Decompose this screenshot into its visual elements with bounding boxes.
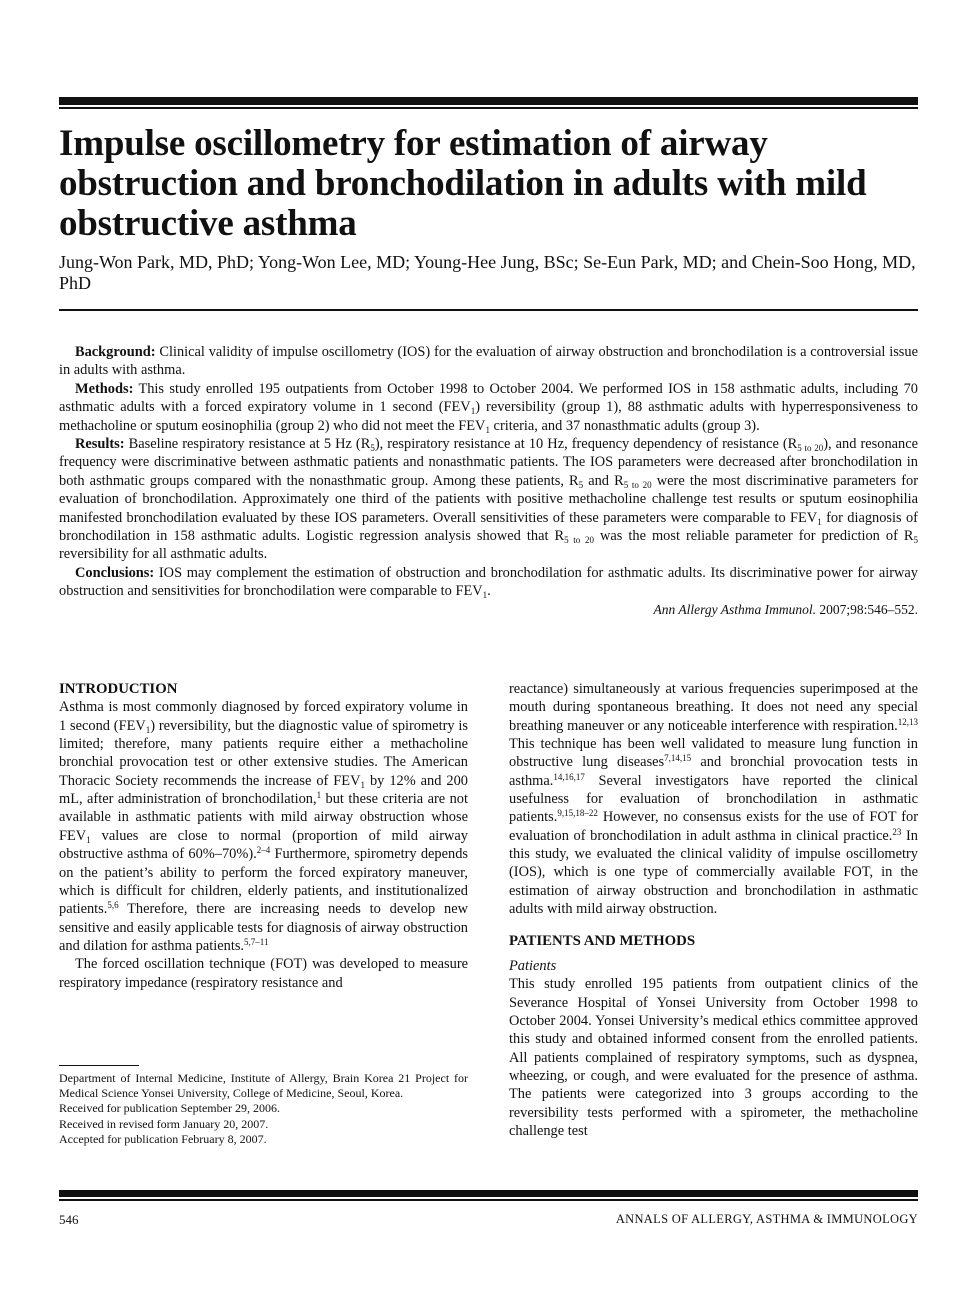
abstract-methods: Methods: This study enrolled 195 outpatients from October 1998 to October 2004. We performed IOS in 158 asthmatic adults, including 70 asthmatic adults with a forced expiratory volume in 1 second $(FEV_1)$ reversibility (group 1), 88 asthmatic adults with hyperresponsiveness to methacholine or sputum eosinophilia (group 2) who did not meet the $FEV_1$ criteria, and 37 nonasthmatic adults (group 3). [59, 380, 918, 435]
intro-paragraph-2-continued: reactance) simultaneously at various frequencies superimposed at the mouth during spontaneous breathing. It does not need any special breathing maneuver or any noticeable interference with respiration.$^{12,13}$ This technique has been well validated to measure lung function in obstructive lung diseases$^{7,14,15}$ and bronchial provocation tests in asthma.$^{14,16,17}$ Several investigators have reported the clinical usefulness for evaluation of bronchodilation in asthmatic patients.$^{9,15,18-22}$ However, no consensus exists for the use of FOT for evaluation of bronchodilation in adult asthma in clinical practice.$^{23}$ In this study, we evaluated the clinical validity of impulse oscillometry (IOS), which is one type of commercially available FOT, in the estimation of airway obstruction and bronchodilation in asthmatic adults with mild airway obstruction. [509, 681, 918, 918]
abstract-citation [59, 601, 918, 619]
journal-name: ANNALS OF ALLERGY, ASTHMA & IMMUNOLOGY [615, 1212, 918, 1226]
citation-volume: 2007;98:546–552. [819, 601, 918, 617]
top-thick-rule [59, 97, 918, 105]
footnote-divider [59, 1065, 139, 1066]
introduction-heading: INTRODUCTION [59, 681, 178, 697]
author-list: Jung-Won Park, MD, PhD; Yong-Won Lee, MD; Young-Hee Jung, BSc; Se-Eun Park, MD; and Chein-Soo Hong, MD, PhD [59, 252, 916, 293]
left-column [59, 680, 468, 992]
abstract-background [59, 343, 918, 380]
top-thin-rule [59, 107, 918, 109]
footnote-accepted: Accepted for publication February 8, 2007. [59, 1131, 267, 1146]
abstract [59, 343, 918, 619]
patients-methods-heading: PATIENTS AND METHODS [509, 933, 696, 950]
footnotes [59, 1071, 468, 1147]
abstract-results: Results: Baseline respiratory resistance at 5 Hz $(R_5)$, respiratory resistance at 10 Hz, frequency dependency of resistance $(R_{5 to 20})$, and resonance frequency were discriminative between asthmatic patients and nonasthmatic patients. The IOS parameters were decreased after bronchodilation in both asthmatic groups compared with the nonasthmatic group. Among these patients, $R_5$ and $R_{5 to 20}$ were the most discriminative parameters for evaluation of bronchodilation. Approximately one third of the patients with positive methacholine challenge test results or sputum eosinophilia manifested bronchodilation evaluated by these IOS parameters. Overall sensitivities of these parameters were comparable to $FEV_1$ for diagnosis of bronchodilation in 158 asthmatic adults. Logistic regression analysis showed that $R_{5 to 20}$ was the most reliable parameter for prediction of $R_5$ reversibility for all asthmatic adults. [59, 436, 918, 563]
right-column [509, 680, 918, 1140]
footnote-received: Received for publication September 29, 2006. [59, 1101, 280, 1116]
patients-subheading: Patients [509, 957, 557, 974]
conclusions-label: Conclusions: [75, 564, 155, 581]
footnote-revised: Received in revised form January 20, 2007. [59, 1116, 269, 1131]
methods-label: Methods: [75, 380, 134, 397]
background-label: Background: [75, 344, 156, 360]
abstract-conclusions: Conclusions: IOS may complement the estimation of obstruction and bronchodilation for asthmatic adults. Its discriminative power for airway obstruction and sensitivities for bronchodilation were comparable to $FEV_1$. [59, 564, 918, 601]
bottom-thin-rule [59, 1199, 918, 1201]
background-text: Clinical validity of impulse oscillometry (IOS) for the evaluation of airway obstruction and bronchodilation is a controversial issue in adults with asthma. [59, 344, 918, 379]
results-label: Results: [75, 436, 125, 453]
patients-paragraph: This study enrolled 195 patients from outpatient clinics of the Severance Hospital of Yonsei University from October 1998 to October 2004. Yonsei University’s medical ethics committee approved this study and obtained informed consent from the enrolled patients. All patients complained of respiratory symptoms, such as dyspnea, wheezing, or cough, and were evaluated for the presence of asthma. The patients were categorized into 3 groups according to the reversibility tests performed with a spirometer, the methacholine challenge test [509, 976, 918, 1139]
author-divider [59, 309, 918, 311]
page-number: 546 [59, 1212, 79, 1227]
intro-paragraph-2: The forced oscillation technique (FOT) was developed to measure respiratory impedance (respiratory resistance and [59, 956, 468, 991]
bottom-thick-rule [59, 1190, 918, 1197]
citation-journal: Ann Allergy Asthma Immunol. [653, 601, 816, 617]
article-title: Impulse oscillometry for estimation of airway obstruction and bronchodilation in adults with mild obstructive asthma [59, 123, 867, 244]
intro-paragraph-1: Asthma is most commonly diagnosed by forced expiratory volume in 1 second $(FEV_1)$ reversibility, but the diagnostic value of spirometry is limited; therefore, many patients require either a methacholine bronchial provocation test or other extensive studies. The American Thoracic Society recommends the increase of $FEV_1$ by 12% and 200 mL, after administration of bronchodilation,$^1$ but these criteria are not available in asthmatic patients with mild airway obstruction whose $FEV_1$ values are close to normal (proportion of mild airway obstructive asthma of 60%–70%).$^{2-4}$ Furthermore, spirometry depends on the patient’s ability to perform the forced expiratory maneuver, which is difficult for children, elderly patients, and institutionalized patients.$^{5,6}$ Therefore, there are increasing needs to develop new sensitive and easily applicable tests for diagnosis of airway obstruction and dilation for asthma patients.$^{5,7-11}$ [59, 699, 468, 954]
footnote-affiliation: Department of Internal Medicine, Institute of Allergy, Brain Korea 21 Project for Medical Science Yonsei University, College of Medicine, Seoul, Korea. [59, 1071, 468, 1101]
